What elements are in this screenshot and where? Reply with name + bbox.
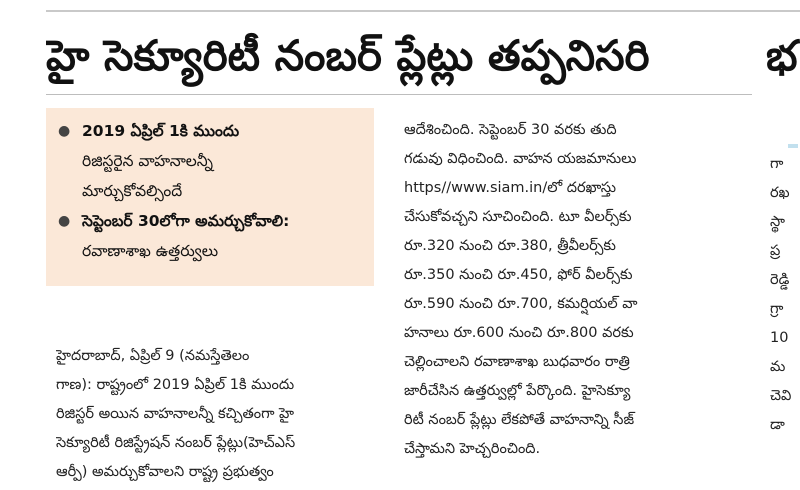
text-line: రూ.590 నుంచి రూ.700, కమర్షియల్ వా bbox=[404, 296, 638, 312]
text-line: ఆర్పీ) అమర్చుకోవాలని రాష్ట్ర ప్రభుత్వం bbox=[56, 464, 274, 480]
text-line: డా bbox=[770, 417, 785, 433]
article-column-2 bbox=[404, 116, 756, 464]
highlight-line: సెప్టెంబర్ 30లోగా అమర్చుకోవాలి: bbox=[82, 212, 290, 230]
headline-divider bbox=[46, 94, 752, 95]
text-line: రిజిస్టర్ అయిన వాహనాలన్నీ కచ్చితంగా హై bbox=[56, 406, 295, 422]
text-line: https//www.siam.in/లో దరఖాస్తు bbox=[404, 180, 616, 196]
text-line: రిటీ నంబర్ ప్లేట్లు లేకపోతే వాహనాన్ని సీజ్ bbox=[404, 412, 635, 428]
top-divider bbox=[46, 10, 800, 12]
adjacent-headline-fragment: భ bbox=[766, 31, 798, 80]
text-line: రూ.320 నుంచి రూ.380, త్రీవీలర్స్‌కు bbox=[404, 238, 616, 254]
text-line: రెడ్డి bbox=[770, 272, 790, 288]
text-line: సెక్యూరిటీ రిజిస్ట్రేషన్ నంబర్ ప్లేట్లు(హెచ్‌ఎస్ bbox=[56, 435, 296, 451]
text-line: చెవి bbox=[770, 388, 792, 404]
text-line: గడువు విధించింది. వాహన యజమానులు bbox=[404, 151, 637, 167]
text-line: హైదరాబాద్, ఏప్రిల్ 9 (నమస్తేతెలం bbox=[56, 348, 250, 364]
highlight-line: రిజిస్టరైన వాహనాలన్నీ bbox=[82, 152, 213, 170]
text-line: స్థా bbox=[770, 214, 785, 230]
text-line: చేసుకోవచ్చని సూచించింది. టూ వీలర్స్‌కు bbox=[404, 209, 632, 225]
text-line: మ bbox=[770, 359, 786, 375]
highlight-line: మార్చుకోవల్సిందే bbox=[82, 182, 183, 200]
adjacent-article-marker bbox=[788, 144, 798, 148]
text-line: 10 bbox=[770, 330, 789, 346]
text-line: రఖ bbox=[770, 185, 790, 201]
text-line: ఆదేశించింది. సెప్టెంబర్ 30 వరకు తుది bbox=[404, 122, 617, 138]
bullet-icon: ● bbox=[58, 123, 71, 139]
text-line: జారీచేసిన ఉత్తర్వుల్లో పేర్కొంది. హైసెక్యూ bbox=[404, 383, 631, 399]
text-line: హనాలు రూ.600 నుంచి రూ.800 వరకు bbox=[404, 325, 634, 341]
bullet-icon: ● bbox=[58, 213, 71, 229]
highlight-line: రవాణాశాఖ ఉత్తర్వులు bbox=[82, 242, 219, 260]
highlight-item bbox=[58, 116, 239, 206]
article-column-1 bbox=[56, 342, 378, 487]
adjacent-column bbox=[770, 150, 800, 440]
text-line: గ్రా bbox=[770, 301, 784, 317]
highlight-item bbox=[58, 206, 289, 266]
highlight-line: 2019 ఏప్రిల్ 1కి ముందు bbox=[82, 122, 240, 140]
text-line: చెల్లించాలని రవాణాశాఖ బుధవారం రాత్రి bbox=[404, 354, 630, 370]
text-line: చేస్తామని హెచ్చరించింది. bbox=[404, 441, 541, 457]
article-headline: హై సెక్యూరిటీ నంబర్ ప్లేట్లు తప్పనిసరి bbox=[46, 31, 650, 80]
text-line: గా bbox=[770, 156, 784, 172]
text-line: ప్ర bbox=[770, 243, 781, 259]
text-line: గాణ): రాష్ట్రంలో 2019 ఏప్రిల్ 1కి ముందు bbox=[56, 377, 295, 393]
highlight-box bbox=[46, 108, 374, 286]
text-line: రూ.350 నుంచి రూ.450, ఫోర్ వీలర్స్‌కు bbox=[404, 267, 633, 283]
